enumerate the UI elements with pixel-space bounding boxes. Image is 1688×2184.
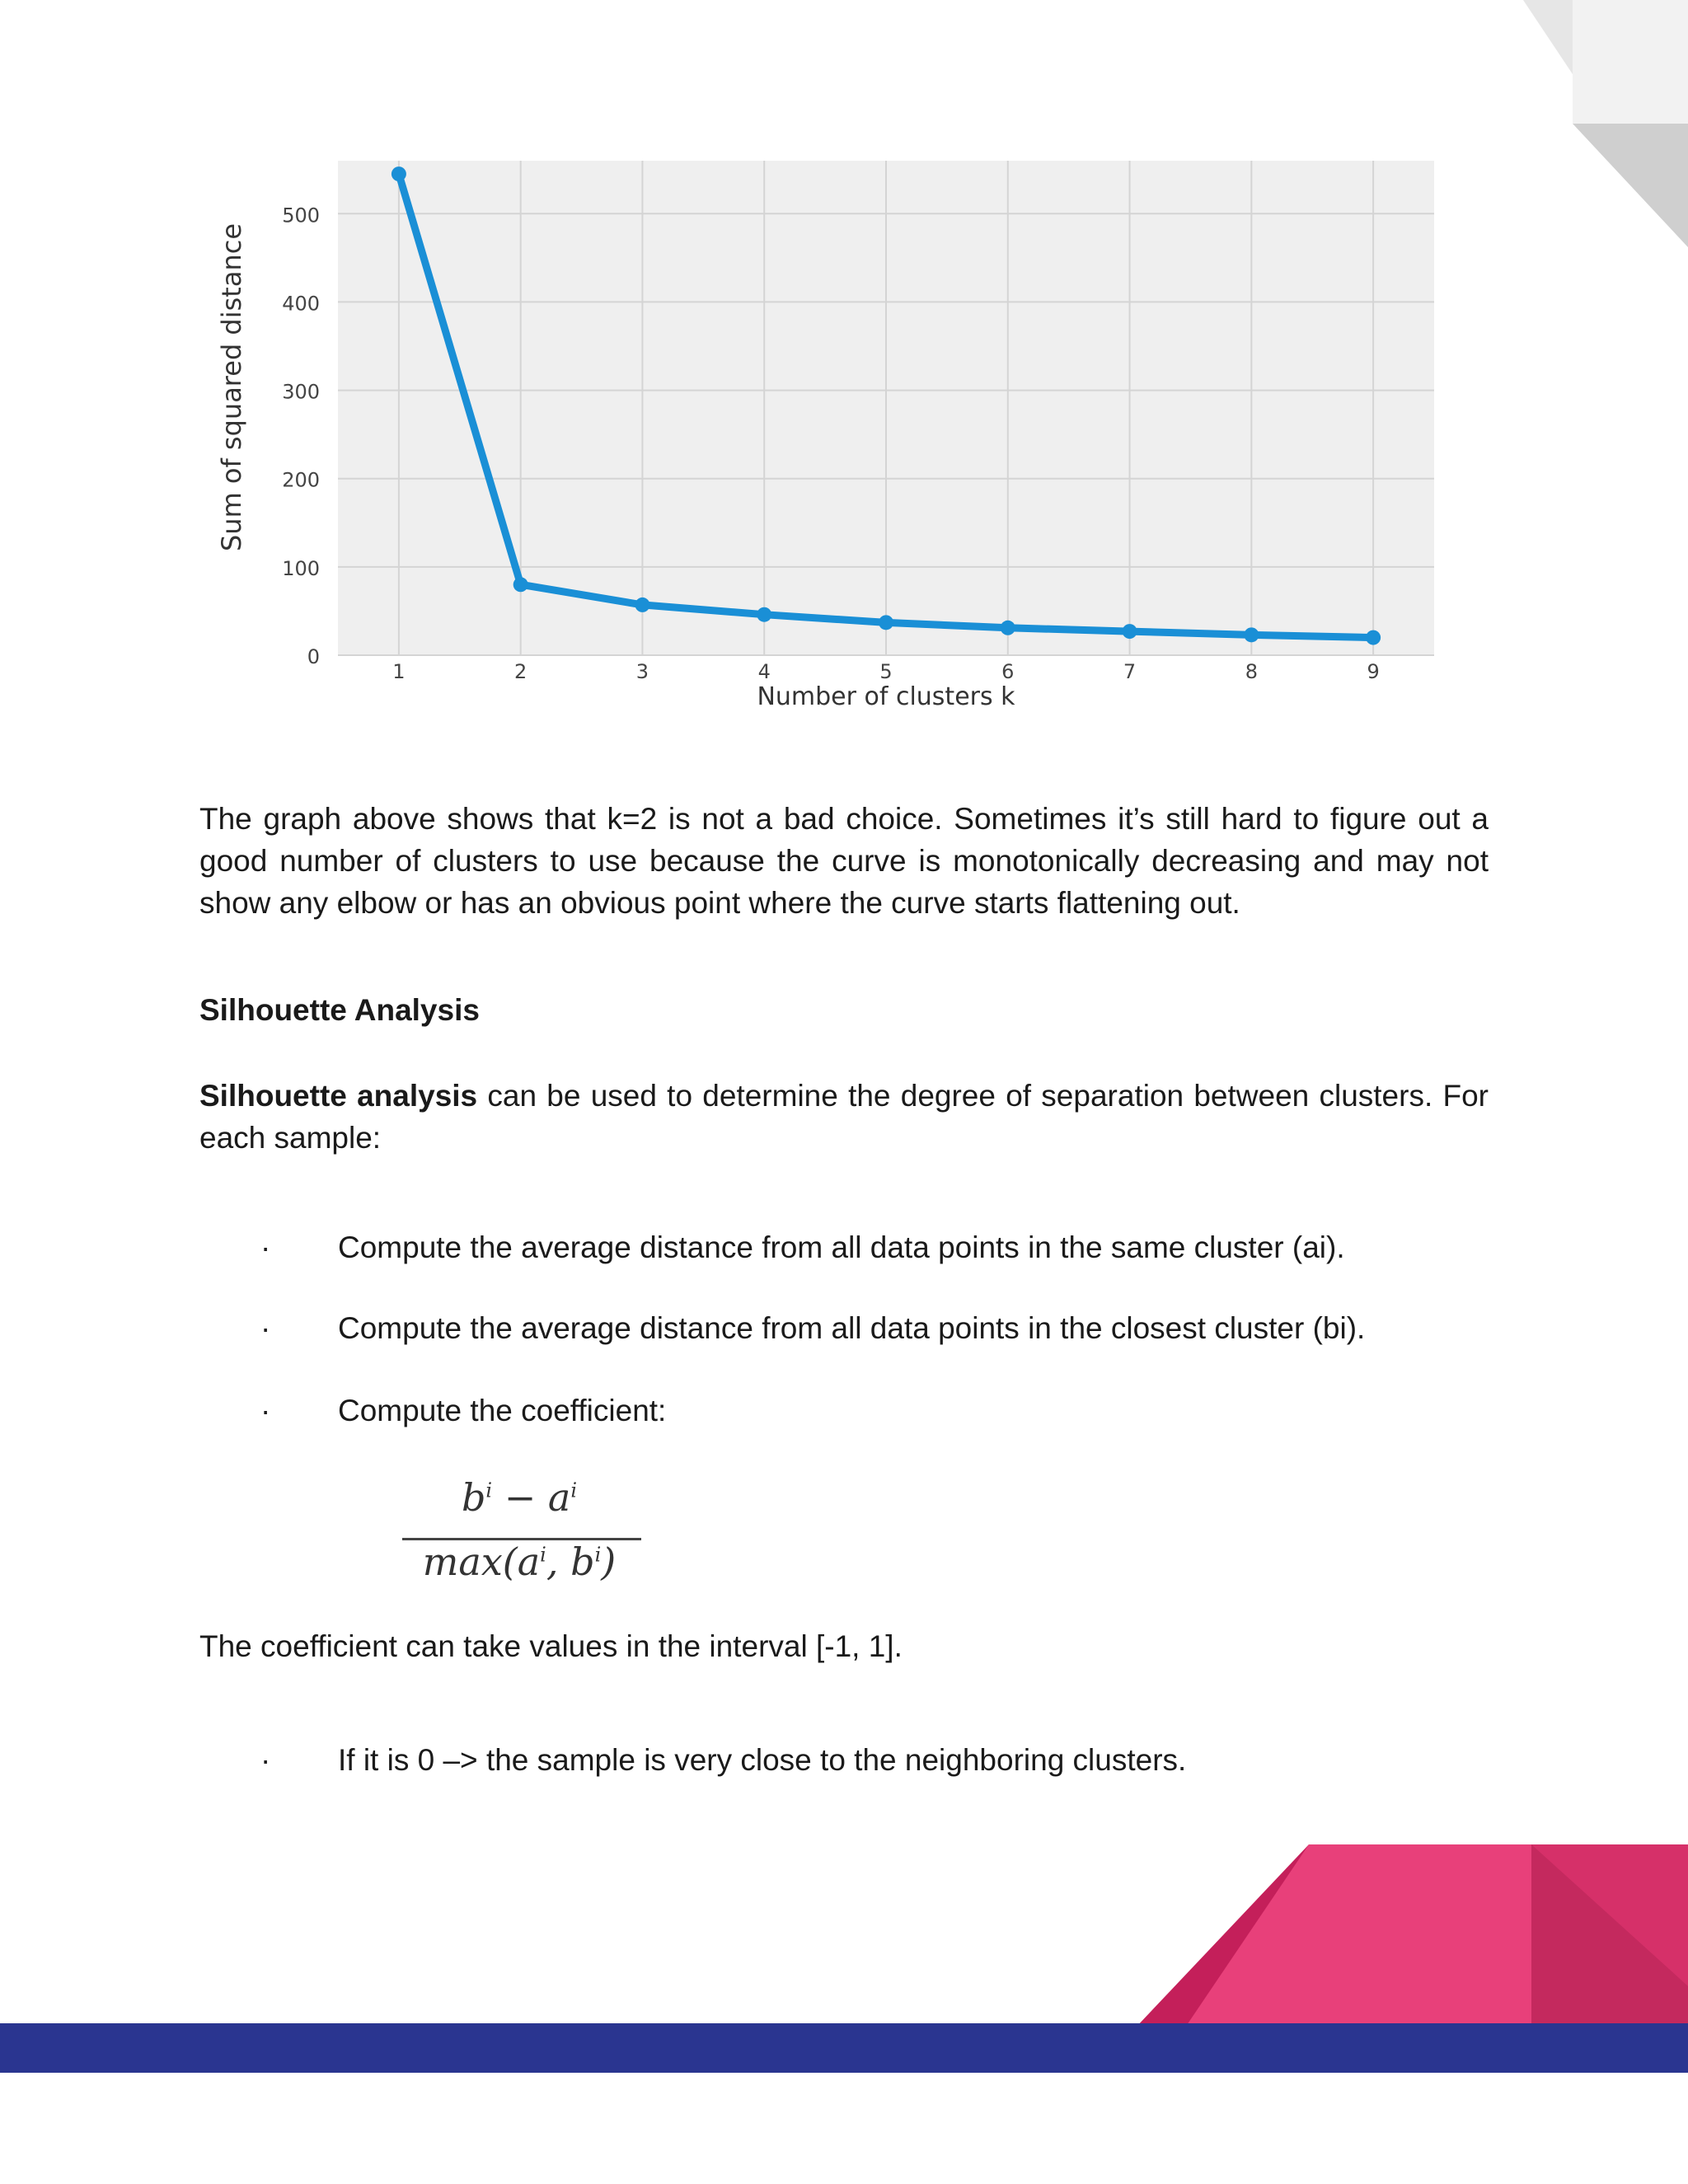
y-tick-label: 100 bbox=[282, 556, 320, 580]
data-point bbox=[1244, 627, 1259, 642]
bullet-dot-icon: · bbox=[260, 1394, 271, 1427]
elbow-chart bbox=[198, 132, 1467, 725]
data-point bbox=[635, 598, 649, 612]
y-tick-labels bbox=[282, 204, 320, 668]
x-tick-label: 3 bbox=[635, 660, 649, 683]
x-tick-label: 5 bbox=[879, 660, 893, 683]
list-item-text: Compute the average distance from all data points in the same cluster (ai). bbox=[338, 1230, 1345, 1264]
x-tick-label: 6 bbox=[1001, 660, 1015, 683]
data-point bbox=[513, 577, 528, 592]
y-tick-label: 500 bbox=[282, 204, 320, 227]
y-tick-label: 300 bbox=[282, 380, 320, 404]
x-tick-label: 9 bbox=[1367, 660, 1380, 683]
x-tick-label: 7 bbox=[1123, 660, 1137, 683]
data-point bbox=[1366, 630, 1381, 645]
paragraph-interval: The coefficient can take values in the interval [-1, 1]. bbox=[199, 1629, 903, 1663]
x-axis-label: Number of clusters k bbox=[757, 682, 1015, 711]
paragraph-text: can be used to determine the degree of separation between clusters. For each sample: bbox=[199, 1079, 1489, 1155]
data-point bbox=[757, 607, 771, 622]
y-tick-label: 0 bbox=[307, 645, 320, 668]
bold-term: Silhouette analysis bbox=[199, 1079, 478, 1113]
paragraph-elbow-explanation: The graph above shows that k=2 is not a bad choice. Sometimes it’s still hard to figure out a good number of clusters to use because the curve is monotonically decreasing and may not show any elbow or has an obvious point where the curve starts flattening out. bbox=[199, 802, 1489, 920]
y-tick-label: 200 bbox=[282, 468, 320, 492]
corner-decoration-top bbox=[1432, 0, 1688, 247]
x-tick-labels bbox=[392, 660, 1380, 683]
list-item-text: Compute the coefficient: bbox=[338, 1394, 667, 1427]
section-heading: Silhouette Analysis bbox=[199, 993, 480, 1027]
x-tick-label: 1 bbox=[392, 660, 406, 683]
x-tick-label: 4 bbox=[757, 660, 771, 683]
y-axis-label: Sum of squared distance bbox=[216, 223, 247, 552]
paragraph-silhouette-intro bbox=[199, 1075, 1489, 1159]
silhouette-formula bbox=[396, 1475, 659, 1599]
data-point bbox=[879, 615, 893, 630]
y-tick-label: 400 bbox=[282, 292, 320, 316]
list-item-text: If it is 0 –> the sample is very close to the neighboring clusters. bbox=[338, 1743, 1187, 1777]
formula-numerator: $b^i - a^i$ bbox=[461, 1475, 578, 1520]
footer-bar bbox=[0, 2023, 1688, 2073]
list-item-text: Compute the average distance from all data points in the closest cluster (bi). bbox=[338, 1311, 1366, 1345]
corner-decoration-bottom bbox=[1136, 1838, 1688, 2027]
y-axis-label-group bbox=[216, 223, 247, 551]
x-tick-label: 8 bbox=[1245, 660, 1258, 683]
data-point bbox=[1123, 624, 1137, 639]
data-point bbox=[1001, 621, 1015, 635]
x-tick-label: 2 bbox=[514, 660, 528, 683]
formula-denominator: $\max(a^i$, $b^i$) bbox=[422, 1540, 617, 1584]
bullet-dot-icon: · bbox=[260, 1230, 271, 1264]
data-point bbox=[392, 166, 406, 181]
bullet-dot-icon: · bbox=[260, 1743, 271, 1777]
bullet-dot-icon: · bbox=[260, 1311, 271, 1345]
